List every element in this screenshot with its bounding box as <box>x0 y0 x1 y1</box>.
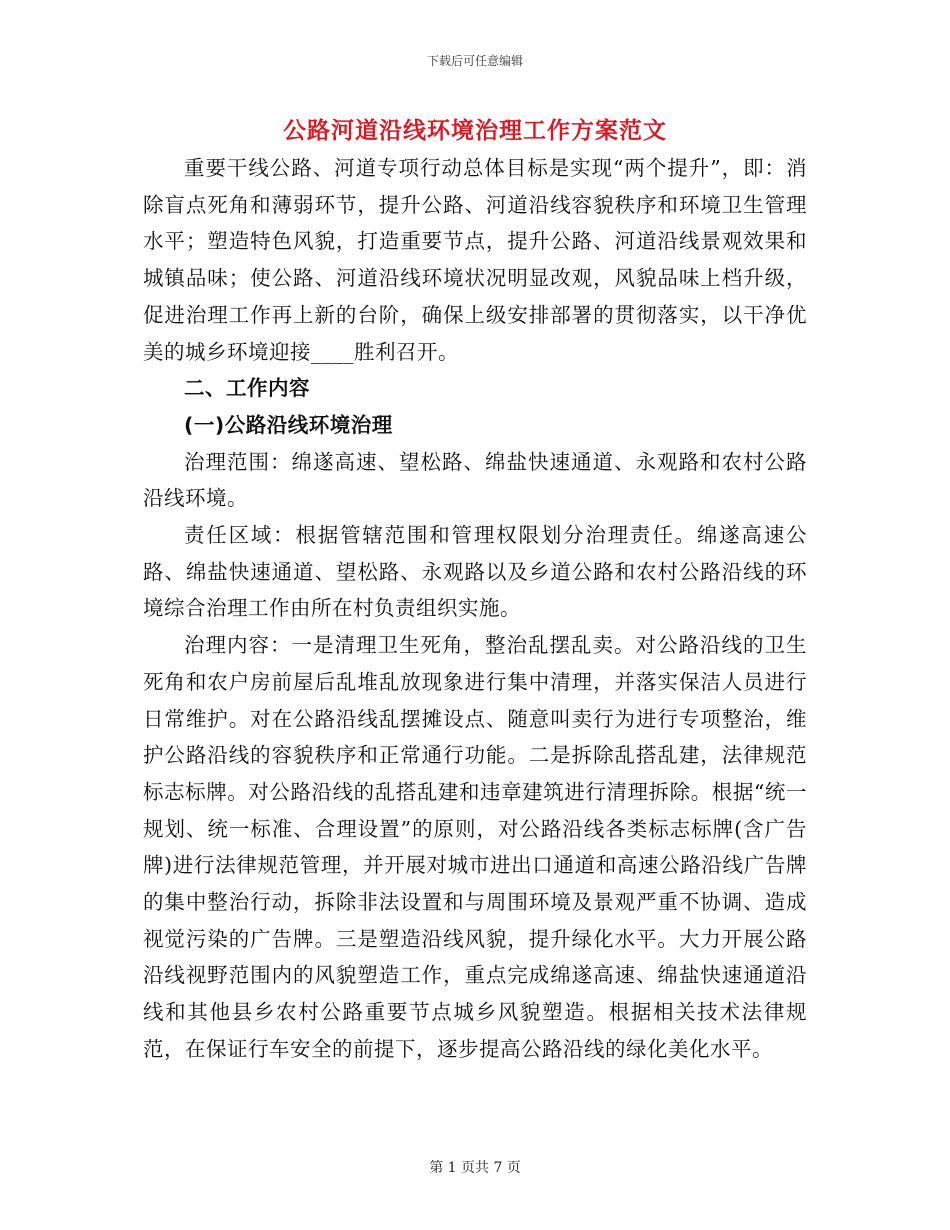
section-heading: 二、工作内容 <box>184 376 310 401</box>
subsection-heading: (一)公路沿线环境治理 <box>184 412 393 437</box>
scope-paragraph: 治理范围：绵遂高速、望松路、绵盐快速通道、永观路和农村公路沿线环境。 <box>143 449 807 511</box>
header-note: 下载后可任意编辑 <box>426 54 523 68</box>
page-number: 第 1 页共 7 页 <box>429 1160 521 1176</box>
responsibility-paragraph: 责任区域：根据管辖范围和管理权限划分治理责任。绵遂高速公路、绵盐快速通道、望松路、永观路以及乡道公路和农村公路沿线的环境综合治理工作由所在村负责组织实施。 <box>143 523 807 621</box>
document-body <box>143 150 807 1068</box>
intro-paragraph: 重要干线公路、河道专项行动总体目标是实现“两个提升”，即：消除盲点死角和薄弱环节，提升公路、河道沿线容貌秩序和环境卫生管理水平；塑造特色风貌，打造重要节点，提升公路、河道沿线景观效果和城镇品味；使公路、河道沿线环境状况明显改观，风貌品味上档升级，促进治理工作再上新的台阶，确保上级安排部署的贯彻落实，以干净优美的城乡环境迎接____胜利召开。 <box>143 156 807 364</box>
document-title: 公路河道沿线环境治理工作方案范文 <box>283 118 667 144</box>
content-paragraph: 治理内容：一是清理卫生死角，整治乱摆乱卖。对公路沿线的卫生死角和农户房前屋后乱堆乱放现象进行集中清理，并落实保洁人员进行日常维护。对在公路沿线乱摆摊设点、随意叫卖行为进行专项整治，维护公路沿线的容貌秩序和正常通行功能。二是拆除乱搭乱建，法律规范标志标牌。对公路沿线的乱搭乱建和违章建筑进行清理拆除。根据“统一规划、统一标准、合理设置”的原则，对公路沿线各类标志标牌(含广告牌)进行法律规范管理，并开展对城市进出口通道和高速公路沿线广告牌的集中整治行动，拆除非法设置和与周围环境及景观严重不协调、造成视觉污染的广告牌。三是塑造沿线风貌，提升绿化水平。大力开展公路沿线视野范围内的风貌塑造工作，重点完成绵遂高速、绵盐快速通道沿线和其他县乡农村公路重要节点城乡风貌塑造。根据相关技术法律规范，在保证行车安全的前提下，逐步提高公路沿线的绿化美化水平。 <box>143 633 807 1061</box>
